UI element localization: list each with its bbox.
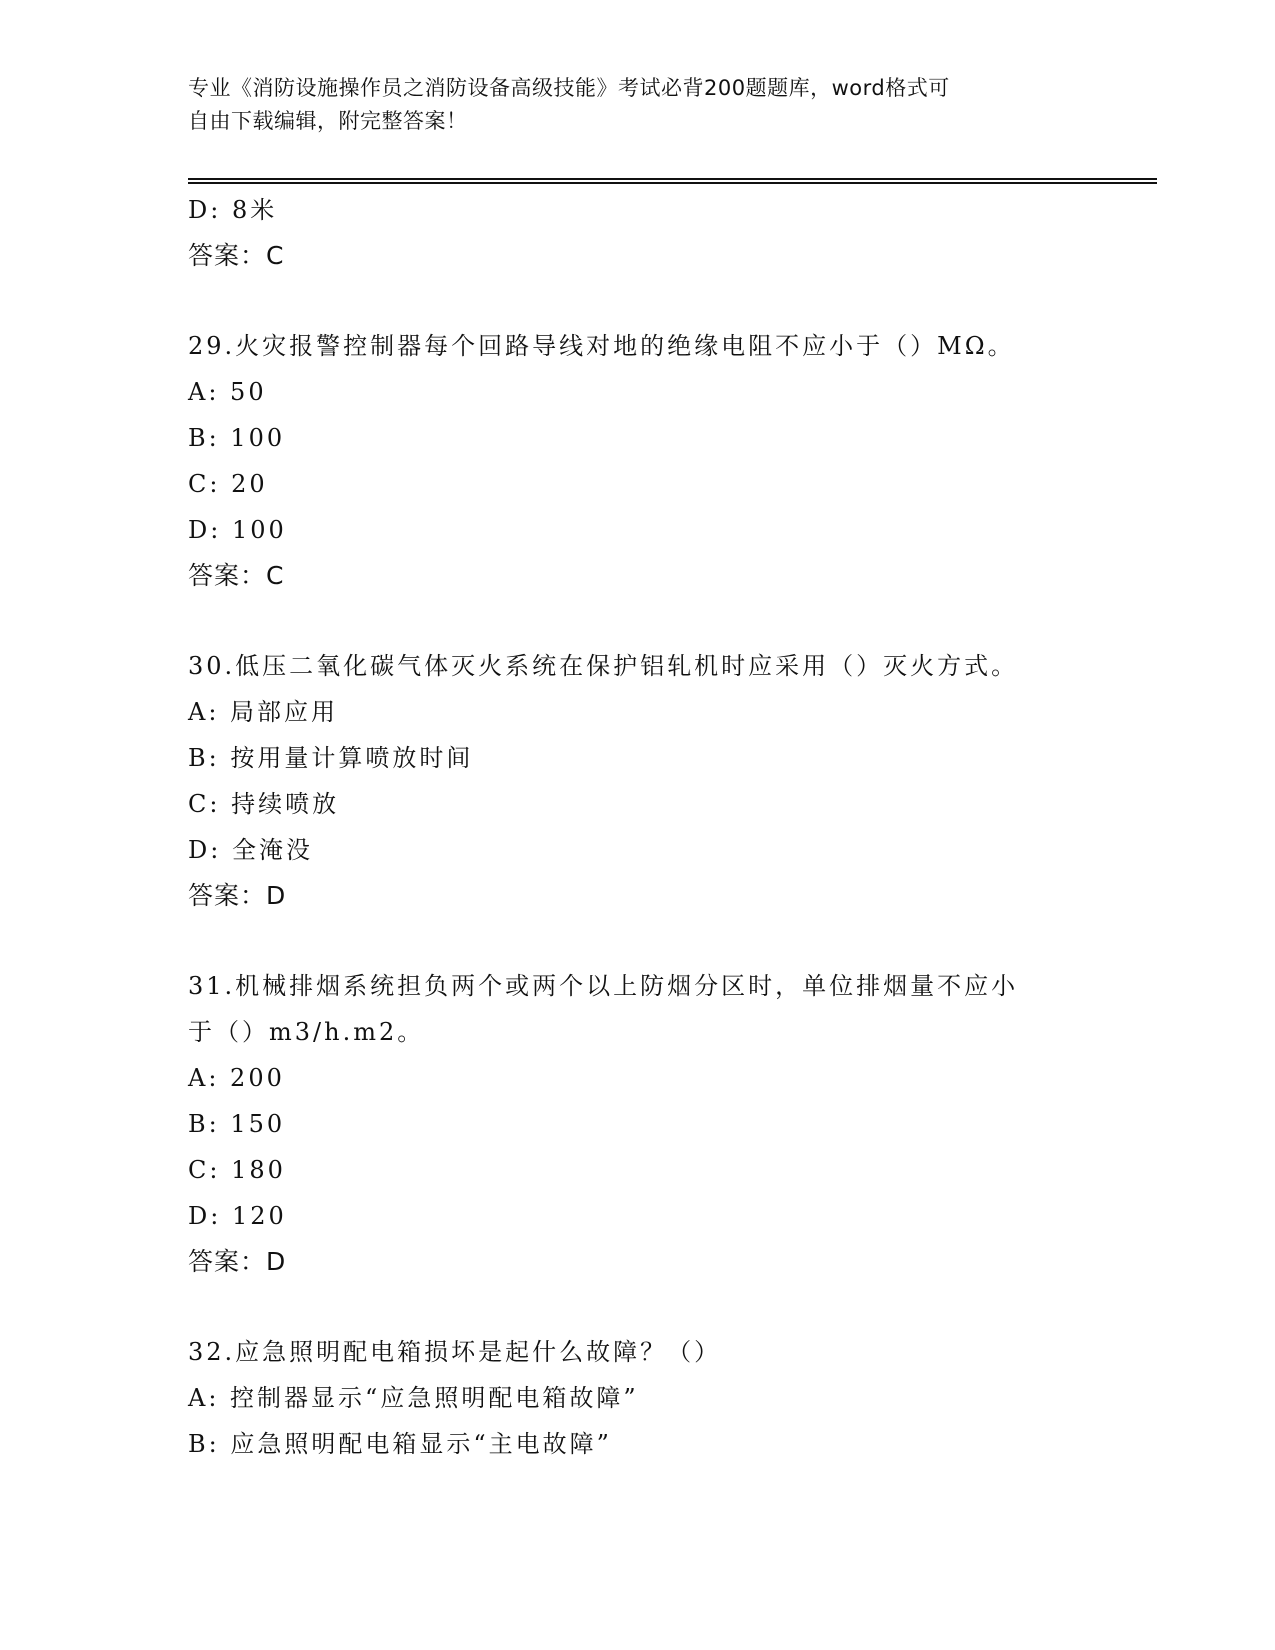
header-title-line-1: 专业《消防设施操作员之消防设备高级技能》考试必背200题题库，word格式可 bbox=[188, 76, 950, 100]
question-28-tail bbox=[188, 188, 1088, 280]
option-b: B: 应急照明配电箱显示“主电故障” bbox=[188, 1430, 612, 1458]
option-d: D: 全淹没 bbox=[188, 836, 313, 864]
option-d: D: 120 bbox=[188, 1202, 287, 1230]
option-b: B: 100 bbox=[188, 424, 286, 452]
spacer bbox=[188, 600, 1088, 644]
option-a: A: 局部应用 bbox=[188, 698, 339, 726]
option-d: D: 100 bbox=[188, 516, 287, 544]
question-stem: 29.火灾报警控制器每个回路导线对地的绝缘电阻不应小于（）MΩ。 bbox=[188, 332, 1015, 360]
question-29 bbox=[188, 324, 1088, 600]
question-30 bbox=[188, 644, 1088, 920]
question-stem: 32.应急照明配电箱损坏是起什么故障？（） bbox=[188, 1338, 722, 1366]
answer-line: 答案：D bbox=[188, 881, 287, 910]
option-b: B: 按用量计算喷放时间 bbox=[188, 744, 474, 772]
option-d: D: 8米 bbox=[188, 196, 278, 224]
option-b: B: 150 bbox=[188, 1110, 286, 1138]
question-stem-line-2: 于（）m3/h.m2。 bbox=[188, 1018, 425, 1046]
question-stem-line-1: 31.机械排烟系统担负两个或两个以上防烟分区时，单位排烟量不应小 bbox=[188, 972, 1019, 1000]
question-stem: 30.低压二氧化碳气体灭火系统在保护铝轧机时应采用（）灭火方式。 bbox=[188, 652, 1019, 680]
answer-line: 答案：C bbox=[188, 241, 285, 270]
header-divider-top bbox=[188, 178, 1157, 180]
answer-line: 答案：C bbox=[188, 561, 285, 590]
spacer bbox=[188, 280, 1088, 324]
option-a: A: 50 bbox=[188, 378, 267, 406]
option-c: C: 持续喷放 bbox=[188, 790, 340, 818]
option-c: C: 20 bbox=[188, 470, 268, 498]
spacer bbox=[188, 1286, 1088, 1330]
header-title-line-2: 自由下载编辑，附完整答案！ bbox=[188, 109, 468, 133]
option-c: C: 180 bbox=[188, 1156, 286, 1184]
question-31 bbox=[188, 964, 1088, 1286]
header-divider-bottom bbox=[188, 182, 1157, 184]
question-32 bbox=[188, 1330, 1088, 1468]
option-a: A: 200 bbox=[188, 1064, 285, 1092]
answer-line: 答案：D bbox=[188, 1247, 287, 1276]
option-a: A: 控制器显示“应急照明配电箱故障” bbox=[188, 1384, 639, 1412]
spacer bbox=[188, 920, 1088, 964]
document-header bbox=[188, 72, 1068, 138]
document-body bbox=[188, 188, 1088, 1468]
